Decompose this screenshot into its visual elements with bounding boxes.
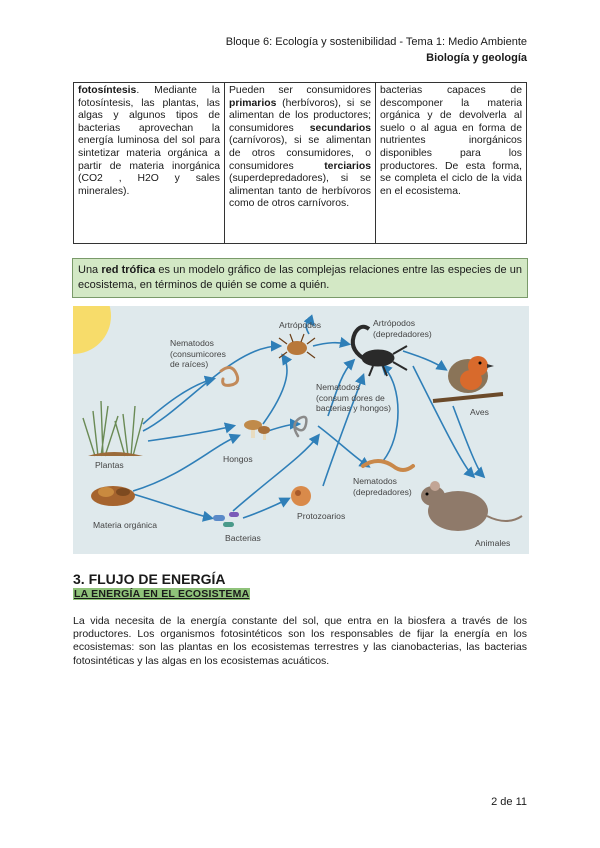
producers-text: . Mediante la fotosíntesis, las plantas, las algas y algunos tipos de bacterias aprovechan la energía luminosa del sol para sintetizar materia orgánica a partir de materia inorgánica (CO2 , H2O y sales minerales). bbox=[78, 85, 220, 197]
label-line: (consum dores de bbox=[316, 392, 385, 403]
table-row bbox=[74, 83, 527, 244]
label-arthropods: Artrópodos bbox=[279, 320, 322, 330]
plants-icon bbox=[83, 401, 143, 456]
header-subject: Biología y geología bbox=[426, 52, 527, 64]
predator-nematode-icon bbox=[363, 461, 413, 470]
label-line: (consumicores bbox=[170, 348, 226, 359]
note-text: es un modelo gráfico de las complejas relaciones entre las especies de un ecosistema, en términos de quién se come a quién. bbox=[78, 264, 522, 291]
label-birds: Aves bbox=[470, 407, 489, 417]
label-bacteria-nematodes bbox=[316, 382, 391, 414]
primary-term: primarios bbox=[229, 97, 277, 109]
label-root-nematodes bbox=[170, 338, 226, 370]
organic-matter-icon bbox=[91, 486, 135, 506]
label-organic-matter: Materia orgánica bbox=[93, 520, 158, 530]
secondary-term: secundarios bbox=[309, 122, 371, 134]
food-web-figure bbox=[73, 306, 529, 554]
consumers-text: (carnívoros), si se alimentan de otros consumidores, o consumidores bbox=[229, 135, 371, 172]
label-line: de raíces) bbox=[170, 359, 209, 369]
label-line: Nematodos bbox=[170, 338, 214, 348]
protozoa-icon bbox=[291, 486, 311, 506]
arthropod-icon bbox=[279, 334, 315, 358]
bird-icon bbox=[433, 356, 503, 401]
label-predator-nematodes bbox=[353, 476, 412, 497]
label-line: (depredadores) bbox=[373, 328, 432, 339]
note-text: Una bbox=[78, 264, 102, 276]
producers-cell bbox=[74, 83, 225, 244]
label-animals: Animales bbox=[475, 538, 511, 548]
label-plants: Plantas bbox=[95, 460, 124, 470]
consumers-text: Pueden ser consumidores bbox=[229, 85, 371, 96]
label-line: bacterias y hongos) bbox=[316, 403, 391, 413]
soil-icon bbox=[88, 452, 143, 456]
root-nematode-icon bbox=[221, 367, 238, 385]
section-title: 3. FLUJO DE ENERGÍA bbox=[73, 571, 226, 587]
food-web-definition bbox=[72, 258, 528, 298]
label-bacteria: Bacterias bbox=[225, 533, 261, 543]
section-paragraph: La vida necesita de la energía constante del sol, que entra en la biosfera a través de los productores. Los organismos fotosintéticos son los responsables de fijar la energía en los ecosistemas: son las plantas en los ecosistemas terrestres y las cianobacterias, las bacterias fotosintéticas y las algas en los ecosistemas acuáticos. bbox=[73, 615, 527, 667]
header-topic: Bloque 6: Ecología y sostenibilidad - Tema 1: Medio Ambiente bbox=[225, 36, 527, 48]
consumers-text: (herbívoros), si se alimentan de los productores; consumidores bbox=[229, 97, 371, 134]
fungi-icon bbox=[244, 420, 270, 440]
food-web-term: red trófica bbox=[101, 264, 156, 276]
tertiary-term: terciarios bbox=[324, 160, 371, 172]
label-line: Nematodos bbox=[353, 476, 397, 486]
consumers-text: (superdepredadores), si se alimentan tanto de herbívoros como de otros carnívoros. bbox=[229, 173, 371, 210]
label-protozoa: Protozoarios bbox=[297, 511, 346, 521]
label-predator-arthropods bbox=[373, 318, 432, 339]
label-line: Nematodos bbox=[316, 382, 360, 392]
photosynthesis-term: fotosíntesis bbox=[78, 85, 137, 96]
consumers-cell bbox=[225, 83, 376, 244]
sun-icon bbox=[73, 306, 111, 354]
label-fungi: Hongos bbox=[223, 454, 253, 464]
ecosystem-roles-table bbox=[73, 82, 527, 244]
decomposers-text: bacterias capaces de descomponer la materia orgánica y de devolverla al suelo o al agua en forma de nutrientes inorgánicos disponibles para los productores. De esta forma, se completa el ciclo de la vida en el ecosistema. bbox=[380, 85, 522, 197]
decomposers-cell bbox=[376, 83, 527, 244]
nematode-icon bbox=[294, 417, 306, 436]
page-number: 2 de 11 bbox=[491, 796, 527, 808]
mouse-icon bbox=[421, 481, 522, 531]
bacteria-icon bbox=[213, 512, 239, 527]
section-subtitle: LA ENERGÍA EN EL ECOSISTEMA bbox=[74, 588, 250, 600]
label-line: Artrópodos bbox=[373, 318, 416, 328]
label-line: (depredadores) bbox=[353, 486, 412, 497]
